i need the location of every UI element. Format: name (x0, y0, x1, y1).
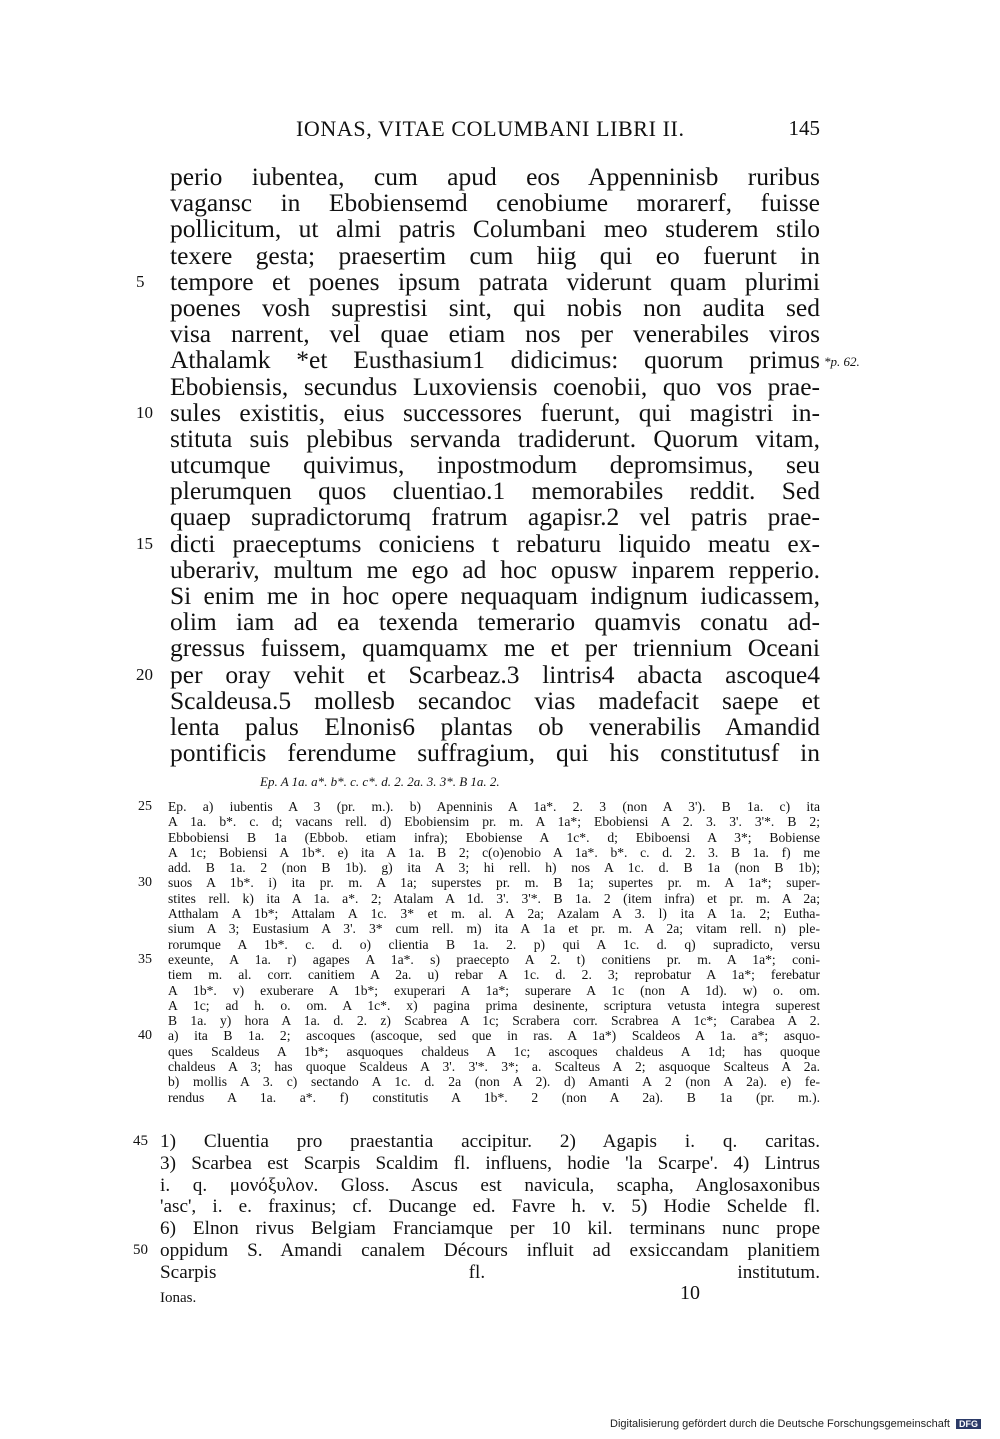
line-text: sium A 3; Eustasium A 3'. 3* cum rell. m) ita A 1a et pr. m. A 2a; vitam rell. n) ple- (168, 921, 820, 937)
line-text: Ep. a) iubentis A 3 (pr. m.). b) Apenninis A 1a*. 2. 3 (non A 3'). B 1a. c) ita (168, 799, 820, 814)
line-text: lenta palus Elnonis6 plantas ob venerabilis Amandid (170, 711, 820, 741)
main-line (136, 659, 820, 689)
main-line (170, 240, 820, 270)
line-text: Athalamk *et Eusthasium1 didicimus: quorum primus (170, 345, 820, 375)
line-text: Scarpis fl. institutum. (160, 1261, 820, 1283)
line-text: Ebobiensis, secundus Luxoviensis coenobii, quo vos prae- (170, 371, 820, 401)
note-line (160, 1196, 820, 1218)
main-line (170, 452, 820, 478)
line-text: uberariv, multum me ego ad hoc opusw inparem repperio. (170, 554, 820, 584)
app-line (138, 799, 820, 814)
line-text: perio iubentea, cum apud eos Appenninisb ruribus (170, 162, 820, 191)
line-text: olim iam ad ea texenda temerario quamvis conatu ad- (170, 607, 820, 637)
note-line (133, 1131, 820, 1153)
main-line (170, 504, 820, 530)
main-line (170, 711, 820, 741)
line-number: 15 (136, 533, 153, 553)
main-line (170, 190, 820, 216)
line-text: suos A 1b*. i) ita pr. m. A 1a; superstes pr. m. B 1a; supertes pr. m. A 1a*; super- (168, 875, 820, 891)
line-text: sules existitis, eius successores fuerunt, qui magistri in- (170, 397, 820, 427)
main-text (136, 162, 860, 768)
line-text: dicti praeceptums coniciens t rebaturu liquido meatu ex- (170, 528, 820, 558)
line-text: B 1a. y) hora A 1a. d. 2. z) Scabrea A 1c; Scrabera corr. Scrabrea A 1c*; Carabea A 2. (168, 1013, 820, 1029)
app-line (168, 998, 820, 1013)
gathering-number: 10 (680, 1282, 700, 1304)
app-line (138, 875, 820, 891)
line-text: Scaldeusa.5 mollesb secandoc vias madefacit saepe et (170, 685, 820, 715)
app-line (168, 906, 820, 921)
app-line (168, 814, 820, 829)
line-text: Si enim me in hoc opere nequaquam indignum iudicassem, (170, 581, 820, 610)
witness-list: Ep. A 1a. a*. b*. c. c*. d. 2. 2a. 3. 3*. B 1a. 2. (260, 774, 500, 789)
app-line (168, 1013, 820, 1028)
dfg-logo: DFG (956, 1419, 981, 1429)
line-text: 6) Elnon rivus Belgiam Franciamque per 10 kil. terminans nunc prope (160, 1218, 820, 1240)
app-line (168, 937, 820, 952)
app-line (138, 1028, 820, 1044)
line-text: rendus A 1a. a*. f) constitutis A 1b*. 2 (non A 2a). B 1a (pr. m.). (168, 1089, 820, 1105)
main-line (170, 423, 820, 453)
app-line (168, 967, 820, 982)
main-line (170, 740, 820, 766)
line-number: 20 (136, 664, 153, 684)
line-number: 40 (138, 1028, 152, 1044)
main-line (170, 216, 820, 242)
main-line (136, 528, 820, 558)
app-line (168, 1074, 820, 1089)
main-line (170, 635, 820, 661)
line-number: 10 (136, 402, 153, 422)
footnotes (133, 1131, 820, 1284)
line-text: A 1c; ad h. o. om. A 1c*. x) pagina prima desinente, scriptura vetusta integra superest (168, 997, 820, 1013)
line-number: 45 (133, 1133, 148, 1149)
main-line (170, 583, 820, 609)
note-line (160, 1175, 820, 1197)
line-text: 'asc', i. e. fraxinus; cf. Ducange ed. Favre h. v. 5) Hodie Schelde fl. (160, 1196, 820, 1218)
main-line (136, 266, 820, 296)
line-text: b) mollis A 3. c) sectando A 1c. d. 2a (non A 2). d) Amanti A 2 (non A 2a). e) fe- (168, 1074, 820, 1090)
line-text: stituta suis plebibus servanda tradiderunt. Quorum vitam, (170, 423, 820, 453)
main-line (170, 164, 820, 190)
note-line (160, 1262, 820, 1284)
signature-mark: Ionas. (160, 1290, 197, 1306)
line-number: 25 (138, 799, 152, 814)
main-line (170, 292, 820, 322)
line-text: tempore et poenes ipsum patrata viderunt quam plurimi (170, 266, 820, 296)
main-line (136, 397, 820, 427)
note-line (133, 1239, 820, 1262)
footer-text: Digitalisierung gefördert durch die Deutsche Forschungsgemeinschaft (610, 1418, 950, 1430)
main-line (170, 321, 820, 347)
app-line (168, 983, 820, 998)
running-title: IONAS, VITAE COLUMBANI LIBRI II. (296, 116, 685, 141)
app-line (168, 891, 820, 906)
line-text: ques Scaldeus A 1b*; asquoques chaldeus A 1c; ascoques chaldeus A 1d; has quoque (168, 1043, 820, 1059)
app-line (168, 1090, 820, 1105)
line-text: pollicitum, ut almi patris Columbani meo studerem stilo (170, 214, 820, 244)
page-header (170, 108, 820, 148)
main-line (170, 609, 820, 635)
note-line (160, 1218, 820, 1240)
line-text: poenes vosh suprestisi sint, qui nobis non audita sed (170, 292, 820, 322)
line-number: 35 (138, 951, 152, 967)
line-text: pontificis ferendume suffragium, qui his constitutusf in (170, 738, 820, 768)
margin-page-reference: *p. 62. (824, 354, 860, 370)
line-text: per oray vehit et Scarbeaz.3 lintris4 abacta ascoque4 (170, 659, 820, 689)
line-text: exeunte, A 1a. r) agapes A 1a*. s) praecepto A 2. t) conitiens pr. m. A 1a*; coni- (168, 951, 820, 967)
line-text: utcumque quivimus, inpostmodum depromsimus, seu (170, 450, 820, 480)
line-text: quaep supradictorumq fratrum agapisr.2 vel patris prae- (170, 502, 820, 532)
line-text: texere gesta; praesertim cum hiig qui eo fuerunt in (170, 240, 820, 270)
line-text: visa narrent, vel quae etiam nos per venerabiles viros (170, 319, 820, 349)
line-number: 5 (136, 271, 145, 291)
app-line (168, 1044, 820, 1059)
main-line (170, 685, 820, 715)
app-line (168, 1059, 820, 1074)
line-text: plerumquen quos cluentiao.1 memorabiles reddit. Sed (170, 476, 820, 506)
page-number: 145 (788, 116, 820, 140)
line-number: 30 (138, 875, 152, 891)
line-text: A 1c; Bobiensi A 1b*. e) ita A 1a. B 2; c(o)enobio A 1a*. b*. c. d. 2. 3. B 1a. f) me (168, 844, 820, 860)
line-text: 1) Cluentia pro praestantia accipitur. 2) Agapis i. q. caritas. (160, 1131, 820, 1152)
line-text: rorumque A 1b*. c. d. o) clientia B 1a. 2. p) qui A 1c. d. q) supradicto, versu (168, 936, 820, 952)
digitization-footer (610, 1418, 981, 1430)
line-text: gressus fuissem, quamquamx me et per triennium Oceani (170, 633, 820, 663)
main-line (170, 554, 820, 584)
main-line (170, 478, 820, 504)
app-line (168, 830, 820, 845)
main-line (170, 345, 860, 375)
line-text: add. B 1a. 2 (non B 1b). g) ita A 3; hi rell. h) nos A 1c. d. B 1a (non B 1b); (168, 860, 820, 876)
app-line (138, 951, 820, 967)
line-text: tiem m. al. corr. canitiem A 2a. u) rebar A 1c. d. 2. 3; reprobatur A 1a*; ferebatur (168, 967, 820, 983)
line-text: i. q. μονόξυλον. Gloss. Ascus est navicula, scapha, Anglosaxonibus (160, 1174, 820, 1196)
line-text: a) ita B 1a. 2; ascoques (ascoque, sed que in ras. A 1a*) Scaldeos A 1a. a*; asquo- (168, 1028, 820, 1044)
line-text: chaldeus A 3; has quoque Scaldeus A 3'. 3'*. 3*; a. Scalteus A 2; asquoque Scalteus A 2a. (168, 1059, 820, 1075)
line-text: Atthalam A 1b*; Attalam A 1c. 3* et m. al. A 2a; Azalam A 3. l) ita A 1a. 2; Eutha- (168, 906, 820, 922)
line-text: vagansc in Ebobiensemd cenobiume morarerf, fuisse (170, 188, 820, 218)
critical-apparatus (138, 799, 820, 1105)
app-line (168, 921, 820, 936)
line-text: A 1b*. v) exuberare A 1b*; exuperari A 1a*; superare A 1c (non A 1d). w) o. om. (168, 982, 820, 998)
note-line (160, 1153, 820, 1175)
app-line (168, 845, 820, 860)
line-text: A 1a. b*. c. d; vacans rell. d) Ebobiensim pr. m. A 1a*; Ebobiensi A 2. 3. 3'. 3'*. B 2; (168, 814, 820, 830)
line-number: 50 (133, 1241, 148, 1258)
line-text: oppidum S. Amandi canalem Décours influit ad exsiccandam planitiem (160, 1239, 820, 1261)
main-line (170, 371, 820, 401)
app-line (168, 860, 820, 875)
line-text: stites rell. k) ita A 1a. a*. 2; Atalam A 1d. 3'. 3'*. B 1a. 2 (item infra) et pr. m. A 2a; (168, 890, 820, 906)
line-text: 3) Scarbea est Scarpis Scaldim fl. influens, hodie 'la Scarpe'. 4) Lintrus (160, 1152, 820, 1174)
line-text: Ebbobiensi B 1a (Ebbob. etiam infra); Ebobiense A 1c*. d; Ebiboensi A 3*; Bobiense (168, 829, 820, 845)
